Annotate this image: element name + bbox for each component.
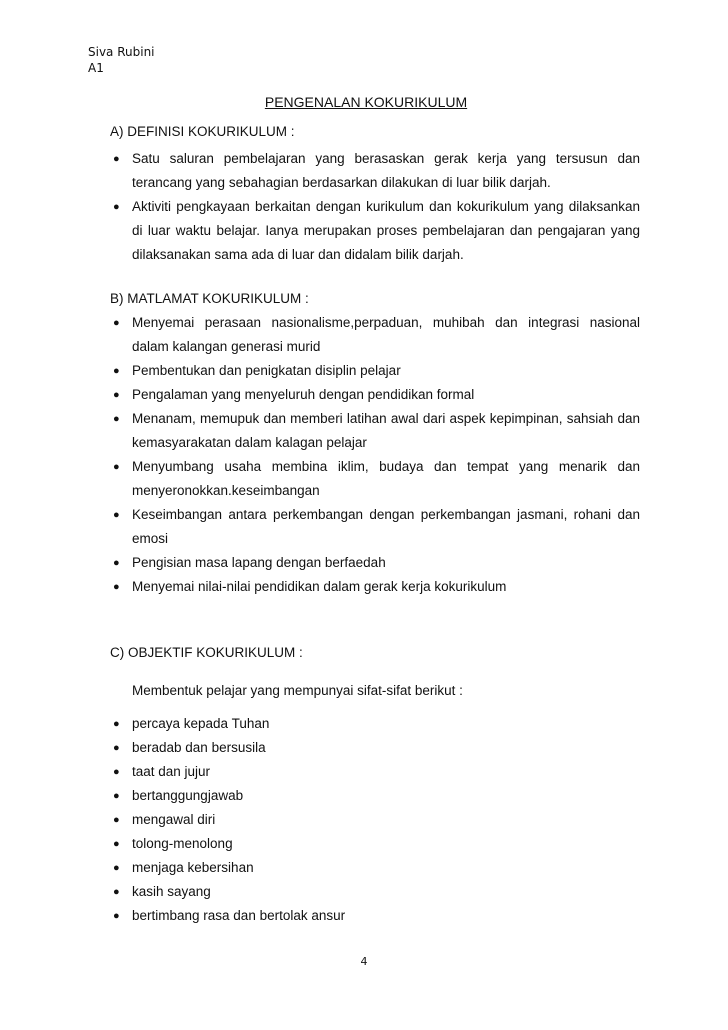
section-b-list (110, 311, 640, 599)
list-item: ● Aktiviti pengkayaan berkaitan dengan kurikulum dan kokurikulum yang dilaksankan di luar waktu belajar. Ianya merupakan proses pembelajaran dan pengajaran yang dilaksanakan sama ada di luar dan didalam bilik darjah. (113, 199, 640, 262)
list-item: ● percaya kepada Tuhan (113, 716, 270, 731)
section-c-intro: Membentuk pelajar yang mempunyai sifat-sifat berikut : (132, 683, 463, 698)
list-item: ● Menyemai perasaan nasionalisme,perpaduan, muhibah dan integrasi nasional dalam kalangan generasi murid (113, 315, 640, 354)
section-c-list (110, 712, 640, 928)
list-item: ● Menyumbang usaha membina iklim, budaya dan tempat yang menarik dan menyeronokkan.keseimbangan (113, 459, 640, 498)
section-a-list (110, 147, 640, 267)
list-item: ● Satu saluran pembelajaran yang berasaskan gerak kerja yang tersusun dan terancang yang sebahagian berdasarkan dilakukan di luar bilik darjah. (113, 151, 640, 190)
document-header (88, 44, 155, 76)
list-item: ● taat dan jujur (113, 764, 211, 779)
list-item: ● Pengalaman yang menyeluruh dengan pendidikan formal (113, 387, 475, 402)
author-name: Siva Rubini (88, 45, 155, 59)
list-item: ● tolong-menolong (113, 836, 233, 851)
section-c-heading: C) OBJEKTIF KOKURIKULUM : (110, 645, 303, 660)
list-item: ● menjaga kebersihan (113, 860, 254, 875)
page-number: 4 (360, 955, 368, 968)
list-item: ● beradab dan bersusila (113, 740, 266, 755)
section-b-heading: B) MATLAMAT KOKURIKULUM : (110, 291, 309, 306)
list-item: ● mengawal diri (113, 812, 216, 827)
list-item: ● Menanam, memupuk dan memberi latihan awal dari aspek kepimpinan, sahsiah dan kemasyarakatan dalam kalagan pelajar (113, 411, 640, 450)
list-item: ● Pembentukan dan penigkatan disiplin pelajar (113, 363, 401, 378)
list-item: ● bertanggungjawab (113, 788, 244, 803)
list-item: ● bertimbang rasa dan bertolak ansur (113, 908, 346, 923)
list-item: ● Keseimbangan antara perkembangan dengan perkembangan jasmani, rohani dan emosi (113, 507, 640, 546)
list-item: ● Pengisian masa lapang dengan berfaedah (113, 555, 386, 570)
class-label: A1 (88, 61, 104, 75)
list-item: ● Menyemai nilai-nilai pendidikan dalam gerak kerja kokurikulum (113, 579, 507, 594)
page-title: PENGENALAN KOKURIKULUM (264, 94, 468, 110)
section-a-heading: A) DEFINISI KOKURIKULUM : (110, 124, 295, 139)
list-item: ● kasih sayang (113, 884, 211, 899)
